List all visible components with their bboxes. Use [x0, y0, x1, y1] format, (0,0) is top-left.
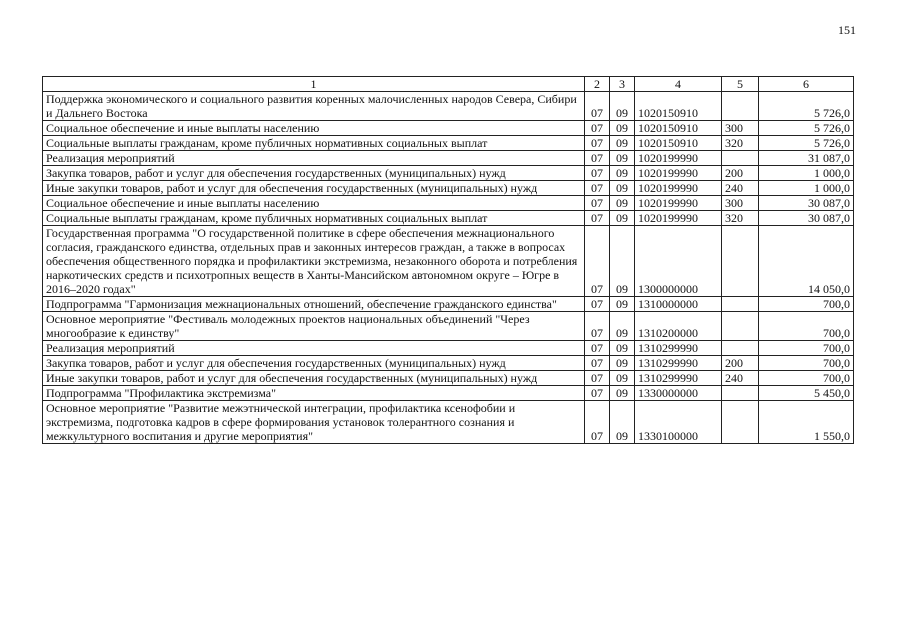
table-row [43, 151, 854, 166]
expense-type-cell: 200 [722, 166, 759, 181]
subsection-code-cell: 09 [610, 196, 635, 211]
target-article-cell: 1310299990 [635, 371, 722, 386]
subsection-code-cell: 09 [610, 371, 635, 386]
target-article-cell: 1310299990 [635, 341, 722, 356]
column-header-4: 4 [635, 77, 722, 92]
section-code-cell: 07 [585, 92, 610, 121]
target-article-cell: 1310299990 [635, 356, 722, 371]
amount-cell: 700,0 [759, 297, 854, 312]
row-name-cell: Поддержка экономического и социального развития коренных малочисленных народов Севера, Сибири и Дальнего Востока [43, 92, 585, 121]
section-code-cell: 07 [585, 121, 610, 136]
subsection-code-cell: 09 [610, 136, 635, 151]
expense-type-cell [722, 297, 759, 312]
expense-type-cell: 320 [722, 136, 759, 151]
expense-type-cell [722, 151, 759, 166]
table-row [43, 356, 854, 371]
section-code-cell: 07 [585, 401, 610, 444]
subsection-code-cell: 09 [610, 226, 635, 297]
target-article-cell: 1020150910 [635, 92, 722, 121]
subsection-code-cell: 09 [610, 297, 635, 312]
table-header-row [43, 77, 854, 92]
amount-cell: 700,0 [759, 371, 854, 386]
amount-cell: 5 726,0 [759, 92, 854, 121]
expense-type-cell: 320 [722, 211, 759, 226]
target-article-cell: 1020150910 [635, 136, 722, 151]
table-row [43, 166, 854, 181]
section-code-cell: 07 [585, 341, 610, 356]
row-name-cell: Иные закупки товаров, работ и услуг для обеспечения государственных (муниципальных) нужд [43, 371, 585, 386]
section-code-cell: 07 [585, 181, 610, 196]
table-row [43, 181, 854, 196]
section-code-cell: 07 [585, 371, 610, 386]
row-name-cell: Закупка товаров, работ и услуг для обеспечения государственных (муниципальных) нужд [43, 166, 585, 181]
target-article-cell: 1020199990 [635, 166, 722, 181]
table-row [43, 386, 854, 401]
expense-type-cell [722, 341, 759, 356]
budget-table [42, 76, 854, 444]
subsection-code-cell: 09 [610, 121, 635, 136]
amount-cell: 700,0 [759, 341, 854, 356]
section-code-cell: 07 [585, 297, 610, 312]
amount-cell: 1 000,0 [759, 166, 854, 181]
target-article-cell: 1330100000 [635, 401, 722, 444]
table-row [43, 401, 854, 444]
column-header-6: 6 [759, 77, 854, 92]
expense-type-cell: 300 [722, 121, 759, 136]
column-header-3: 3 [610, 77, 635, 92]
table-row [43, 196, 854, 211]
subsection-code-cell: 09 [610, 181, 635, 196]
amount-cell: 5 726,0 [759, 121, 854, 136]
expense-type-cell: 300 [722, 196, 759, 211]
section-code-cell: 07 [585, 136, 610, 151]
row-name-cell: Основное мероприятие "Развитие межэтнической интеграции, профилактика ксенофобии и экстремизма, подготовка кадров в сфере формирования установок толерантного сознания и межкультурного воспитания и другие мероприятия" [43, 401, 585, 444]
subsection-code-cell: 09 [610, 401, 635, 444]
row-name-cell: Подпрограмма "Гармонизация межнациональных отношений, обеспечение гражданского единства" [43, 297, 585, 312]
amount-cell: 14 050,0 [759, 226, 854, 297]
section-code-cell: 07 [585, 196, 610, 211]
subsection-code-cell: 09 [610, 341, 635, 356]
row-name-cell: Реализация мероприятий [43, 151, 585, 166]
column-header-1: 1 [43, 77, 585, 92]
table-row [43, 371, 854, 386]
target-article-cell: 1020150910 [635, 121, 722, 136]
amount-cell: 30 087,0 [759, 196, 854, 211]
amount-cell: 5 450,0 [759, 386, 854, 401]
target-article-cell: 1330000000 [635, 386, 722, 401]
expense-type-cell: 200 [722, 356, 759, 371]
subsection-code-cell: 09 [610, 211, 635, 226]
row-name-cell: Подпрограмма "Профилактика экстремизма" [43, 386, 585, 401]
page-number: 151 [838, 23, 856, 37]
section-code-cell: 07 [585, 386, 610, 401]
row-name-cell: Основное мероприятие "Фестиваль молодежных проектов национальных объединений "Через многообразие к единству" [43, 312, 585, 341]
section-code-cell: 07 [585, 226, 610, 297]
row-name-cell: Социальные выплаты гражданам, кроме публичных нормативных социальных выплат [43, 211, 585, 226]
section-code-cell: 07 [585, 211, 610, 226]
column-header-2: 2 [585, 77, 610, 92]
expense-type-cell [722, 312, 759, 341]
amount-cell: 700,0 [759, 356, 854, 371]
amount-cell: 31 087,0 [759, 151, 854, 166]
subsection-code-cell: 09 [610, 386, 635, 401]
subsection-code-cell: 09 [610, 356, 635, 371]
table-row [43, 136, 854, 151]
target-article-cell: 1020199990 [635, 181, 722, 196]
amount-cell: 1 000,0 [759, 181, 854, 196]
expense-type-cell: 240 [722, 371, 759, 386]
row-name-cell: Социальные выплаты гражданам, кроме публичных нормативных социальных выплат [43, 136, 585, 151]
row-name-cell: Реализация мероприятий [43, 341, 585, 356]
expense-type-cell [722, 92, 759, 121]
target-article-cell: 1310200000 [635, 312, 722, 341]
section-code-cell: 07 [585, 356, 610, 371]
table-row [43, 297, 854, 312]
amount-cell: 1 550,0 [759, 401, 854, 444]
target-article-cell: 1020199990 [635, 211, 722, 226]
table-row [43, 226, 854, 297]
subsection-code-cell: 09 [610, 166, 635, 181]
table-row [43, 121, 854, 136]
target-article-cell: 1300000000 [635, 226, 722, 297]
expense-type-cell [722, 386, 759, 401]
expense-type-cell: 240 [722, 181, 759, 196]
row-name-cell: Закупка товаров, работ и услуг для обеспечения государственных (муниципальных) нужд [43, 356, 585, 371]
amount-cell: 700,0 [759, 312, 854, 341]
expense-type-cell [722, 226, 759, 297]
target-article-cell: 1020199990 [635, 196, 722, 211]
amount-cell: 5 726,0 [759, 136, 854, 151]
table-row [43, 92, 854, 121]
section-code-cell: 07 [585, 151, 610, 166]
row-name-cell: Социальное обеспечение и иные выплаты населению [43, 121, 585, 136]
table-row [43, 312, 854, 341]
amount-cell: 30 087,0 [759, 211, 854, 226]
table-row [43, 341, 854, 356]
section-code-cell: 07 [585, 312, 610, 341]
subsection-code-cell: 09 [610, 312, 635, 341]
row-name-cell: Государственная программа "О государственной политике в сфере обеспечения межнационального согласия, гражданского единства, отдельных прав и законных интересов граждан, а также в вопросах обеспечения общественного порядка и профилактики экстремизма, незаконного оборота и потребления наркотических средств и психотропных веществ в Ханты-Мансийском автономном округе – Югре в 2016–2020 годах" [43, 226, 585, 297]
target-article-cell: 1310000000 [635, 297, 722, 312]
column-header-5: 5 [722, 77, 759, 92]
target-article-cell: 1020199990 [635, 151, 722, 166]
expense-type-cell [722, 401, 759, 444]
table-row [43, 211, 854, 226]
row-name-cell: Иные закупки товаров, работ и услуг для обеспечения государственных (муниципальных) нужд [43, 181, 585, 196]
subsection-code-cell: 09 [610, 151, 635, 166]
section-code-cell: 07 [585, 166, 610, 181]
row-name-cell: Социальное обеспечение и иные выплаты населению [43, 196, 585, 211]
subsection-code-cell: 09 [610, 92, 635, 121]
